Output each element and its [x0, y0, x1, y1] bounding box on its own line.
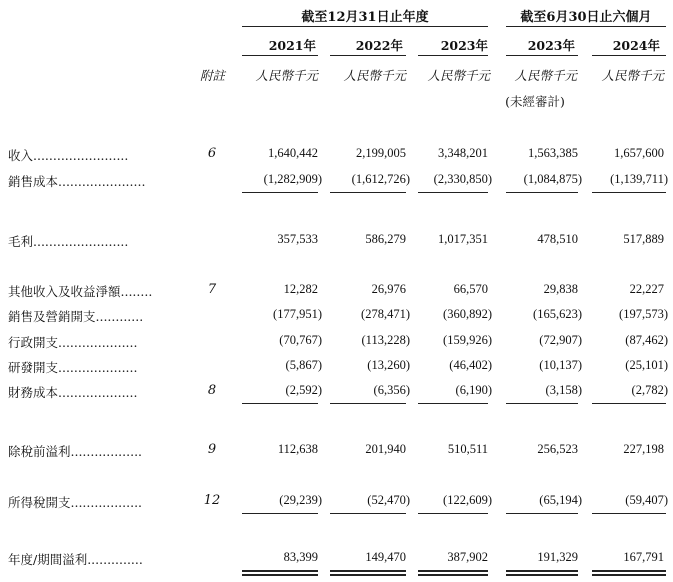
- cell-cost-of-sales-2023: (2,330,850): [433, 172, 492, 186]
- cell-gross-profit-2023: 1,017,351: [438, 232, 488, 246]
- cell-selling-expenses-h2024: (197,573): [619, 307, 668, 321]
- cell-rd-expenses-h2023: (10,137): [539, 358, 582, 372]
- cell-revenue-h2023: 1,563,385: [528, 146, 578, 160]
- cell-income-tax-2022: (52,470): [367, 493, 410, 507]
- cell-admin-expenses-2021: (70,767): [279, 333, 322, 347]
- group-header-half: 截至6月30日止六個月: [520, 10, 652, 25]
- currency-header-5: 人民幣千元: [601, 68, 664, 83]
- cell-cost-of-sales-2022: (1,612,726): [351, 172, 410, 186]
- note-column-header: 附註: [200, 68, 226, 83]
- subtotal-line-b4: [506, 403, 578, 404]
- row-note-profit-before-tax: 9: [207, 442, 217, 457]
- cell-selling-expenses-h2023: (165,623): [533, 307, 582, 321]
- cell-other-income-2021: 12,282: [283, 282, 318, 296]
- row-label-cost-of-sales: 銷售成本......................: [8, 174, 146, 189]
- cell-income-tax-h2023: (65,194): [539, 493, 582, 507]
- cell-income-tax-2023: (122,609): [443, 493, 492, 507]
- year-header-4: 2023年: [527, 38, 575, 53]
- cell-admin-expenses-h2024: (87,462): [625, 333, 668, 347]
- row-label-income-tax: 所得稅開支..................: [8, 495, 143, 510]
- cell-profit-for-period-2021: 83,399: [283, 550, 318, 564]
- cell-profit-before-tax-2022: 201,940: [365, 442, 406, 456]
- cell-selling-expenses-2022: (278,471): [361, 307, 410, 321]
- row-label-admin-expenses: 行政開支....................: [8, 335, 138, 350]
- cell-finance-costs-h2023: (3,158): [545, 383, 582, 397]
- cell-gross-profit-h2023: 478,510: [537, 232, 578, 246]
- cell-gross-profit-2021: 357,533: [277, 232, 318, 246]
- subtotal-line-b5: [592, 403, 666, 404]
- cell-revenue-2021: 1,640,442: [268, 146, 318, 160]
- row-label-revenue: 收入........................: [8, 148, 129, 163]
- row-label-rd-expenses: 研發開支....................: [8, 360, 138, 375]
- currency-header-3: 人民幣千元: [427, 68, 490, 83]
- cell-income-tax-2021: (29,239): [279, 493, 322, 507]
- year-underline-3: [418, 55, 488, 56]
- cell-finance-costs-2021: (2,592): [285, 383, 322, 397]
- row-label-finance-costs: 財務成本....................: [8, 385, 138, 400]
- year-underline-1: [242, 55, 318, 56]
- cell-rd-expenses-2021: (5,867): [285, 358, 322, 372]
- row-note-income-tax: 12: [203, 493, 221, 508]
- subtotal-line-b1: [242, 403, 318, 404]
- row-label-profit-before-tax: 除稅前溢利..................: [8, 444, 143, 459]
- row-label-selling-expenses: 銷售及營銷開支............: [8, 309, 144, 324]
- year-header-2: 2022年: [355, 38, 403, 53]
- cell-rd-expenses-2022: (13,260): [367, 358, 410, 372]
- year-underline-5: [592, 55, 666, 56]
- cell-profit-for-period-h2023: 191,329: [537, 550, 578, 564]
- cell-cost-of-sales-h2023: (1,084,875): [523, 172, 582, 186]
- row-note-finance-costs: 8: [207, 383, 217, 398]
- cell-profit-before-tax-h2023: 256,523: [537, 442, 578, 456]
- cell-profit-before-tax-2023: 510,511: [447, 442, 488, 456]
- cell-revenue-2022: 2,199,005: [356, 146, 406, 160]
- cell-revenue-2023: 3,348,201: [438, 146, 488, 160]
- total-double-line-5: [592, 570, 666, 576]
- row-label-gross-profit: 毛利........................: [8, 234, 129, 249]
- cell-profit-for-period-h2024: 167,791: [623, 550, 664, 564]
- total-double-line-2: [330, 570, 406, 576]
- cell-cost-of-sales-2021: (1,282,909): [263, 172, 322, 186]
- cell-rd-expenses-2023: (46,402): [449, 358, 492, 372]
- cell-finance-costs-2023: (6,190): [455, 383, 492, 397]
- cell-other-income-h2024: 22,227: [629, 282, 664, 296]
- currency-header-2: 人民幣千元: [343, 68, 406, 83]
- total-double-line-1: [242, 570, 318, 576]
- subtotal-line-5: [592, 192, 666, 193]
- cell-cost-of-sales-h2024: (1,139,711): [610, 172, 668, 186]
- subtotal-line-c3: [418, 513, 488, 514]
- group-underline-year: [242, 26, 488, 27]
- subtotal-line-b3: [418, 403, 488, 404]
- cell-admin-expenses-2022: (113,228): [361, 333, 410, 347]
- subtotal-line-c4: [506, 513, 578, 514]
- year-header-3: 2023年: [440, 38, 488, 53]
- year-underline-2: [330, 55, 406, 56]
- subtotal-line-c1: [242, 513, 318, 514]
- subtotal-line-1: [242, 192, 318, 193]
- cell-admin-expenses-h2023: (72,907): [539, 333, 582, 347]
- cell-profit-for-period-2022: 149,470: [365, 550, 406, 564]
- currency-header-1: 人民幣千元: [255, 68, 318, 83]
- year-header-5: 2024年: [612, 38, 660, 53]
- cell-selling-expenses-2021: (177,951): [273, 307, 322, 321]
- subtotal-line-4: [506, 192, 578, 193]
- cell-finance-costs-h2024: (2,782): [631, 383, 668, 397]
- total-double-line-4: [506, 570, 578, 576]
- subtotal-line-c5: [592, 513, 666, 514]
- subtotal-line-c2: [330, 513, 406, 514]
- cell-admin-expenses-2023: (159,926): [443, 333, 492, 347]
- row-label-other-income: 其他收入及收益淨額........: [8, 284, 153, 299]
- cell-finance-costs-2022: (6,356): [373, 383, 410, 397]
- row-note-other-income: 7: [207, 282, 217, 297]
- currency-header-4: 人民幣千元: [514, 68, 577, 83]
- subtotal-line-2: [330, 192, 406, 193]
- year-header-1: 2021年: [268, 38, 316, 53]
- total-double-line-3: [418, 570, 488, 576]
- row-note-revenue: 6: [207, 146, 217, 161]
- cell-gross-profit-2022: 586,279: [365, 232, 406, 246]
- cell-other-income-2023: 66,570: [453, 282, 488, 296]
- row-label-profit-for-period: 年度/期間溢利..............: [8, 552, 143, 567]
- subtotal-line-b2: [330, 403, 406, 404]
- subtotal-line-3: [418, 192, 488, 193]
- cell-rd-expenses-h2024: (25,101): [625, 358, 668, 372]
- cell-other-income-h2023: 29,838: [543, 282, 578, 296]
- cell-profit-before-tax-2021: 112,638: [277, 442, 318, 456]
- cell-other-income-2022: 26,976: [371, 282, 406, 296]
- cell-profit-before-tax-h2024: 227,198: [623, 442, 664, 456]
- cell-profit-for-period-2023: 387,902: [447, 550, 488, 564]
- cell-selling-expenses-2023: (360,892): [443, 307, 492, 321]
- group-underline-half: [506, 26, 666, 27]
- cell-gross-profit-h2024: 517,889: [623, 232, 664, 246]
- year-underline-4: [506, 55, 578, 56]
- group-header-year: 截至12月31日止年度: [301, 10, 429, 25]
- unaudited-label: (未經審計): [505, 94, 565, 109]
- cell-income-tax-h2024: (59,407): [625, 493, 668, 507]
- cell-revenue-h2024: 1,657,600: [614, 146, 664, 160]
